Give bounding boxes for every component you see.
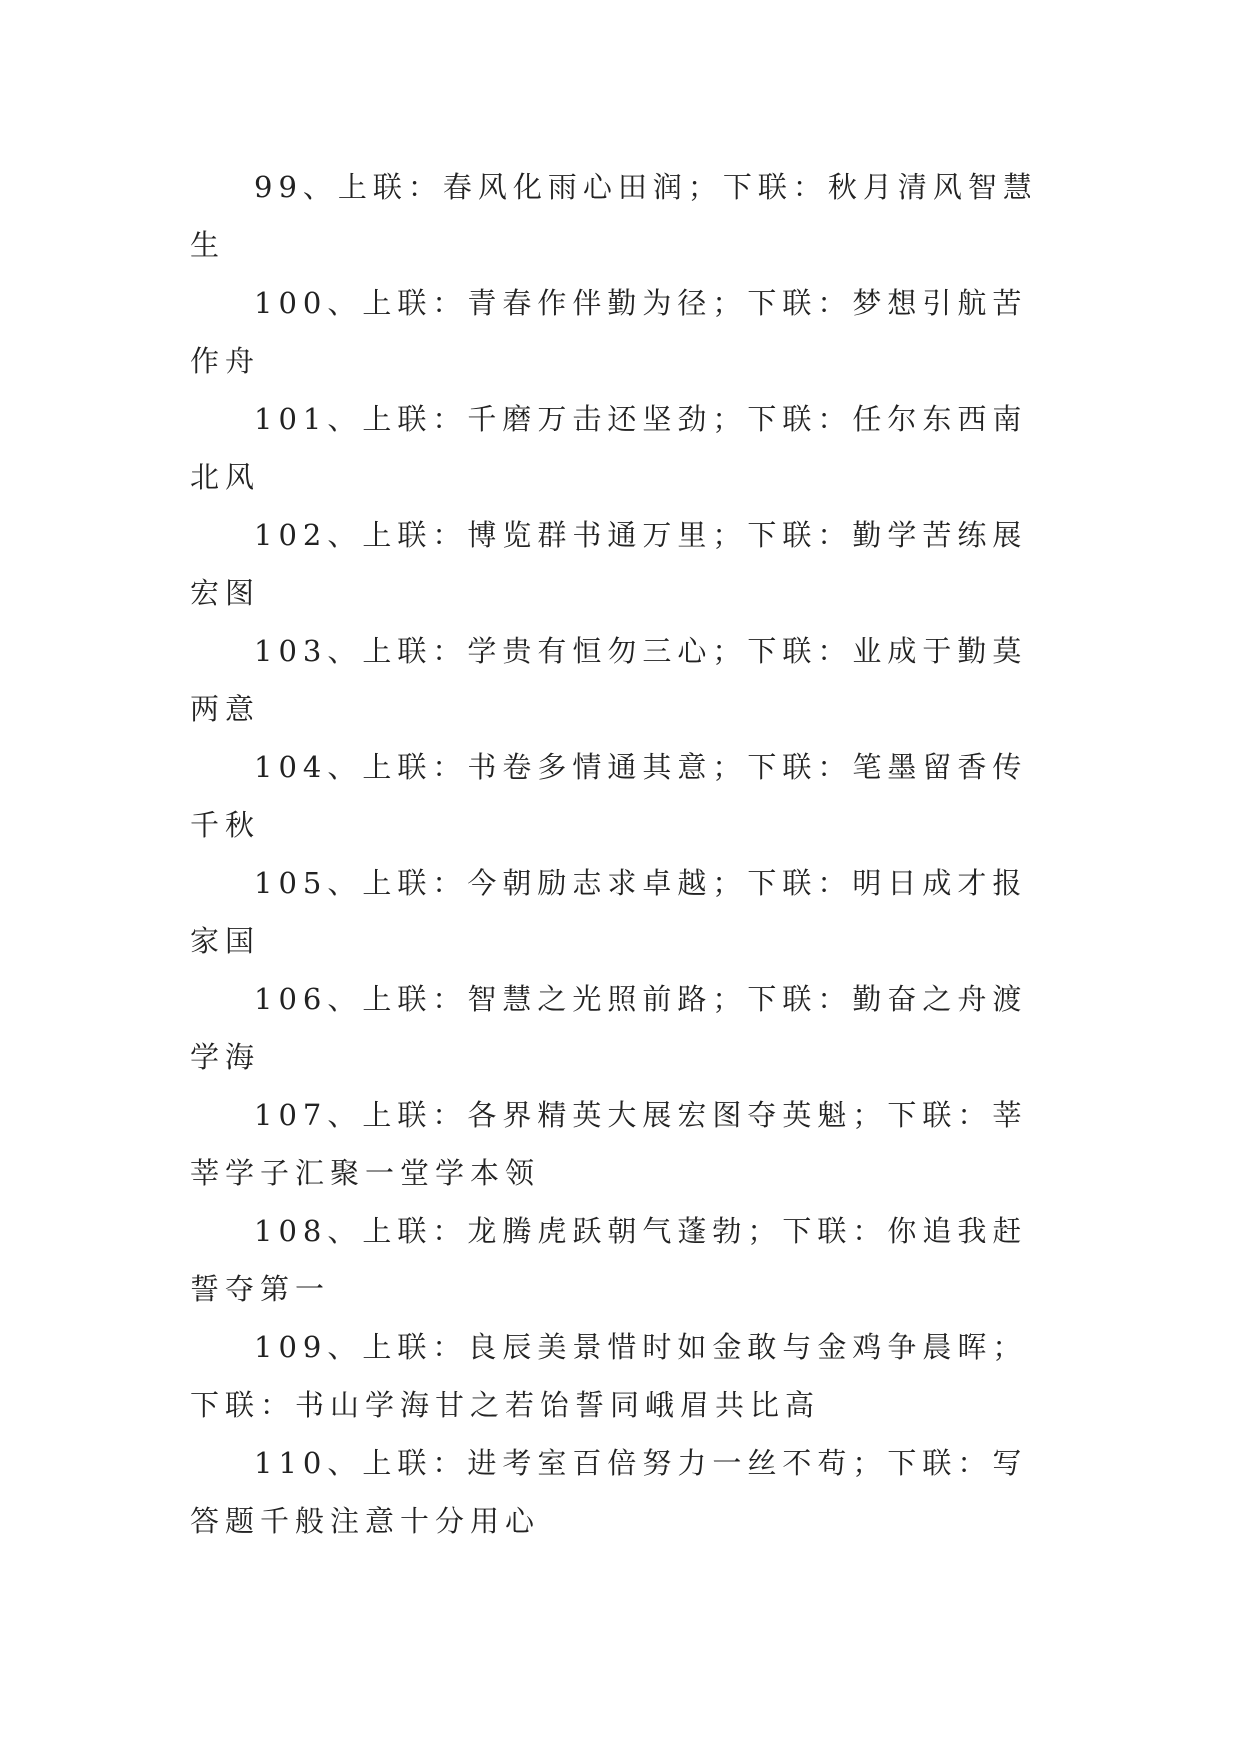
couplet-106: 106、上联：智慧之光照前路；下联：勤奋之舟渡学海 — [190, 982, 1028, 1074]
couplet-102: 102、上联：博览群书通万里；下联：勤学苦练展宏图 — [190, 518, 1028, 610]
document-body — [190, 158, 1055, 1550]
couplet-101: 101、上联：千磨万击还坚劲；下联：任尔东西南北风 — [190, 402, 1028, 494]
couplet-104: 104、上联：书卷多情通其意；下联：笔墨留香传千秋 — [190, 750, 1028, 842]
couplet-107: 107、上联：各界精英大展宏图夺英魁；下联：莘莘学子汇聚一堂学本领 — [190, 1098, 1028, 1190]
couplet-110: 110、上联：进考室百倍努力一丝不苟；下联：写答题千般注意十分用心 — [190, 1446, 1028, 1538]
couplet-100: 100、上联：青春作伴勤为径；下联：梦想引航苦作舟 — [190, 286, 1028, 378]
couplet-99: 99、上联：春风化雨心田润；下联：秋月清风智慧生 — [190, 170, 1038, 262]
couplet-108: 108、上联：龙腾虎跃朝气蓬勃；下联：你追我赶誓夺第一 — [190, 1214, 1028, 1306]
couplet-103: 103、上联：学贵有恒勿三心；下联：业成于勤莫两意 — [190, 634, 1028, 726]
couplet-109: 109、上联：良辰美景惜时如金敢与金鸡争晨晖；下联：书山学海甘之若饴誓同峨眉共比高 — [190, 1330, 1028, 1422]
couplet-105: 105、上联：今朝励志求卓越；下联：明日成才报家国 — [190, 866, 1028, 958]
